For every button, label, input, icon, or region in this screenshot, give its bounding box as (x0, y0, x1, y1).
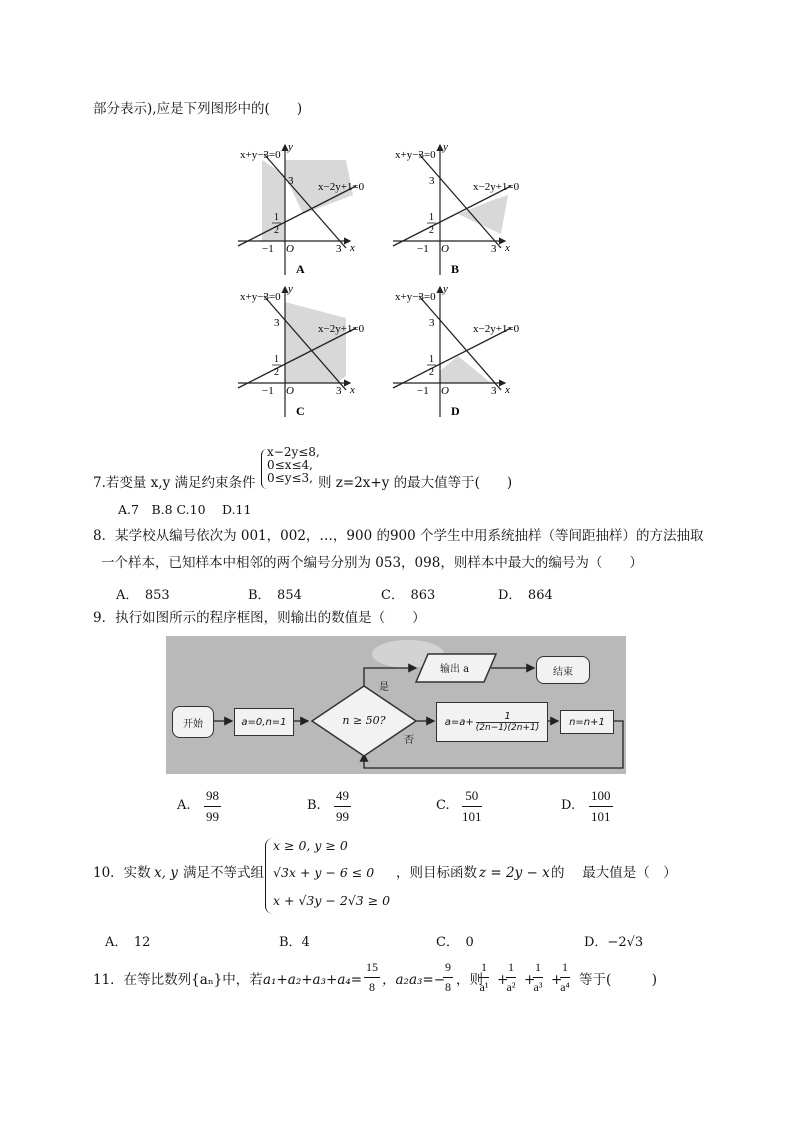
graph-c-xm1: −1 (262, 385, 274, 397)
q9-option-c-letter: C. (436, 798, 450, 813)
graph-c (238, 283, 365, 418)
q7-suffix: 则 z=2x+y 的最大值等于( ) (318, 475, 513, 491)
q11-r2-num: 1 (506, 960, 516, 978)
q11-sum-den: 8 (369, 980, 375, 994)
flow-assign-num: 1 (476, 711, 539, 723)
q9-option-d-letter: D. (561, 798, 576, 813)
q9-d-num: 100 (589, 788, 613, 807)
q9-c-num: 50 (462, 788, 482, 807)
q11-prefix: 11．在等比数列{aₙ}中，若 (93, 972, 263, 988)
q11-plus-3: + (551, 972, 563, 988)
graph-b-y3: 3 (429, 175, 435, 187)
q10-option-b: B．4 (279, 935, 310, 950)
graph-c-origin: O (286, 385, 294, 397)
q10-func: z = 2y − x (479, 865, 550, 881)
q9-b-den: 99 (336, 809, 349, 824)
graph-d-line1: x+y−3=0 (395, 291, 436, 303)
graph-a (238, 141, 365, 276)
q11-recip-2 (506, 960, 516, 995)
q9-option-a-frac (204, 788, 221, 825)
q7-options: A.7 B.8 C.10 D.11 (118, 502, 252, 517)
graph-a-half-num: 1 (274, 212, 279, 223)
q11-r4-den: a⁴ (560, 980, 570, 994)
q9-b-num: 49 (334, 788, 351, 807)
q11-prod: ，a₂a₃=− (382, 972, 446, 988)
q11-r3-den: a³ (533, 980, 543, 994)
q9-option-d-frac (589, 788, 613, 825)
graph-d-half-num: 1 (429, 354, 434, 365)
graph-c-half-den: 2 (274, 367, 279, 378)
flow-assign (436, 702, 548, 742)
q11-prod-num: 9 (443, 960, 453, 978)
graph-b-xax: x (505, 242, 510, 254)
q11-recip-4 (560, 960, 570, 995)
q10-vars: x, y (154, 865, 178, 881)
q7-cond-3: 0≤y≤3, (267, 471, 313, 485)
graph-d-y3: 3 (429, 317, 435, 329)
q7-prefix: 7.若变量 x,y 满足约束条件 (93, 475, 256, 491)
q10-suffix2: 的 最大值是（ ） (551, 865, 677, 881)
q10-cond-2: √3x + y − 6 ≤ 0 (273, 865, 375, 880)
q7-cond-2: 0≤x≤4, (267, 458, 313, 472)
graph-b-origin: O (441, 243, 449, 255)
q11-sum-frac (364, 960, 380, 995)
q11-sum-num: 15 (364, 960, 380, 978)
q8-option-d: D． 864 (498, 588, 553, 603)
q9-text: 9．执行如图所示的程序框图，则输出的数值是（ ） (93, 610, 426, 626)
graph-c-half-num: 1 (274, 354, 279, 365)
q11-r1-num: 1 (479, 960, 489, 978)
q9-d-den: 101 (591, 809, 611, 824)
graph-a-y3: 3 (288, 175, 294, 187)
graph-a-origin: O (286, 243, 294, 255)
graph-a-line2: x−2y+1=0 (318, 181, 365, 193)
graph-b-label: B (451, 262, 460, 276)
graph-b-line2: x−2y+1=0 (473, 181, 520, 193)
q9-option-b-frac (334, 788, 351, 825)
q8-option-a: A． 853 (116, 588, 170, 603)
graph-b-x3: 3 (491, 243, 497, 255)
graph-a-half-den: 2 (274, 225, 279, 236)
q11-prod-frac (443, 960, 453, 995)
q11-recip-1 (479, 960, 489, 995)
graph-c-xax: x (350, 384, 355, 396)
q11-plus-2: + (524, 972, 536, 988)
graph-c-label: C (296, 404, 305, 418)
flow-end: 结束 (536, 656, 590, 684)
q6-graphs-svg (228, 120, 538, 420)
flow-yes: 是 (379, 682, 389, 693)
q10-cond-3: x + √3y − 2√3 ≥ 0 (273, 893, 391, 908)
graph-d-half-den: 2 (429, 367, 434, 378)
flow-cond: n ≥ 50? (342, 714, 386, 727)
q6-tail-text: 部分表示),应是下列图形中的( ) (93, 101, 303, 117)
q8-line2: 一个样本，已知样本中相邻的两个编号分别为 053，098，则样本中最大的编号为（ ） (101, 555, 643, 571)
q11-plus-1: + (497, 972, 509, 988)
graph-a-xax: x (350, 242, 355, 254)
q9-option-a-letter: A. (177, 798, 191, 813)
graph-d (393, 283, 520, 418)
graph-d-label: D (451, 404, 460, 418)
q10-mid: 满足不等式组 (183, 865, 264, 881)
flow-assign-prefix: a=a+ (444, 716, 474, 728)
q6-graph-grid (228, 120, 538, 420)
graph-d-line2: x−2y+1=0 (473, 323, 520, 335)
graph-b-half-num: 1 (429, 212, 434, 223)
q11-sum: a₁+a₂+a₃+a₄= (263, 972, 363, 988)
graph-c-y3: 3 (274, 317, 280, 329)
q9-a-num: 98 (204, 788, 221, 807)
flow-output: 输出 a (440, 664, 470, 675)
q11-recip-3 (533, 960, 543, 995)
graph-d-x3: 3 (491, 385, 497, 397)
graph-a-yax: y (288, 141, 293, 153)
graph-a-x3: 3 (336, 243, 342, 255)
graph-b (393, 141, 520, 276)
q7-cond-1: x−2y≤8, (267, 445, 320, 459)
graph-d-xax: x (505, 384, 510, 396)
q10-prefix: 10．实数 (93, 865, 151, 881)
graph-a-label: A (296, 262, 305, 276)
q9-c-den: 101 (462, 809, 482, 824)
graph-d-xm1: −1 (417, 385, 429, 397)
q10-suffix1: ，则目标函数 (396, 865, 477, 881)
graph-d-origin: O (441, 385, 449, 397)
graph-a-xm1: −1 (262, 243, 274, 255)
q9-option-b-letter: B. (307, 798, 321, 813)
q8-option-c: C． 863 (381, 588, 436, 603)
graph-c-line1: x+y−3=0 (240, 291, 281, 303)
graph-c-line2: x−2y+1=0 (318, 323, 365, 335)
flow-assign-den: (2n−1)(2n+1) (475, 723, 540, 733)
flow-assign-frac (476, 711, 539, 733)
flow-no: 否 (404, 735, 414, 746)
q8-line1: 8．某学校从编号依次为 001，002，…，900 的900 个学生中用系统抽样（等间距抽样）的方法抽取 (93, 528, 704, 544)
flowchart (166, 636, 626, 774)
q11-then: ，则 (456, 972, 483, 988)
q8-option-b: B． 854 (248, 588, 302, 603)
q11-suffix: 等于( ) (579, 972, 658, 988)
q11-r3-num: 1 (533, 960, 543, 978)
graph-d-yax: y (443, 283, 448, 295)
graph-c-x3: 3 (336, 385, 342, 397)
q10-option-a: A． 12 (105, 935, 151, 950)
graph-a-line1: x+y−3=0 (240, 149, 281, 161)
graph-b-half-den: 2 (429, 225, 434, 236)
q11-r4-num: 1 (560, 960, 570, 978)
q9-option-c-frac (462, 788, 482, 825)
graph-c-yax: y (288, 283, 293, 295)
flow-incr: n=n+1 (560, 710, 614, 734)
graph-b-yax: y (443, 141, 448, 153)
q11-prod-den: 8 (445, 980, 451, 994)
q11-r1-den: a¹ (479, 980, 489, 994)
q9-a-den: 99 (206, 809, 219, 824)
flow-init: a=0,n=1 (234, 708, 294, 736)
q11-r2-den: a² (506, 980, 516, 994)
q10-option-d: D．−2√3 (584, 935, 644, 950)
graph-b-line1: x+y−3=0 (395, 149, 436, 161)
q10-cond-1: x ≥ 0, y ≥ 0 (273, 838, 348, 853)
q10-option-c: C． 0 (436, 935, 474, 950)
flow-start: 开始 (172, 706, 214, 738)
graph-b-xm1: −1 (417, 243, 429, 255)
